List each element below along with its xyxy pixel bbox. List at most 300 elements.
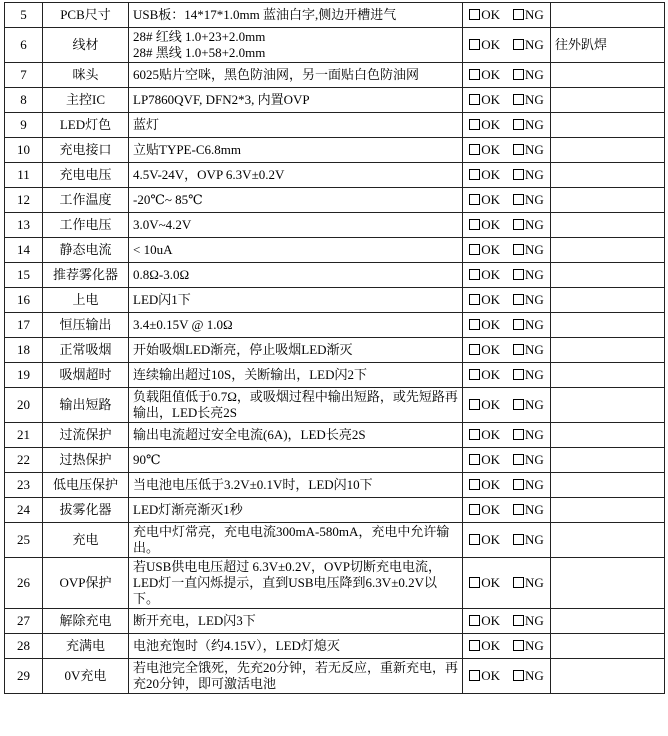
spec-line: 电池充饱时（约4.15V），LED灯熄灭 (133, 638, 340, 653)
ng-label: NG (525, 532, 544, 547)
spec-cell (129, 523, 463, 558)
ng-label: NG (525, 267, 544, 282)
check-cell (463, 523, 551, 558)
row-number: 22 (5, 448, 43, 473)
notes-cell (551, 498, 665, 523)
item-name: 恒压输出 (43, 313, 129, 338)
notes-cell (551, 313, 665, 338)
spec-cell (129, 388, 463, 423)
item-name: 静态电流 (43, 238, 129, 263)
ng-checkbox[interactable] (513, 638, 544, 654)
checkbox-square-icon (513, 534, 524, 545)
checkbox-square-icon (469, 344, 480, 355)
ng-label: NG (525, 397, 544, 412)
ok-checkbox[interactable] (469, 502, 500, 518)
ok-checkbox[interactable] (469, 532, 500, 548)
ok-checkbox[interactable] (469, 317, 500, 333)
checkbox-square-icon (513, 69, 524, 80)
ng-label: NG (525, 67, 544, 82)
item-name: 解除充电 (43, 609, 129, 634)
table-row (5, 659, 665, 694)
checkbox-square-icon (513, 9, 524, 20)
ng-checkbox[interactable] (513, 92, 544, 108)
ok-label: OK (481, 613, 500, 628)
checkbox-square-icon (469, 670, 480, 681)
table-row (5, 263, 665, 288)
ok-label: OK (481, 242, 500, 257)
checkbox-square-icon (469, 454, 480, 465)
notes-cell (551, 558, 665, 609)
item-name: 工作温度 (43, 188, 129, 213)
notes-cell (551, 448, 665, 473)
row-number: 28 (5, 634, 43, 659)
notes-cell (551, 609, 665, 634)
spec-cell (129, 163, 463, 188)
table-row (5, 448, 665, 473)
item-name: 充电接口 (43, 138, 129, 163)
row-number: 25 (5, 523, 43, 558)
item-name: 充满电 (43, 634, 129, 659)
row-number: 6 (5, 28, 43, 63)
row-number: 8 (5, 88, 43, 113)
checkbox-square-icon (469, 144, 480, 155)
check-cell (463, 88, 551, 113)
ok-checkbox[interactable] (469, 638, 500, 654)
check-cell (463, 609, 551, 634)
check-cell (463, 63, 551, 88)
notes-cell (551, 263, 665, 288)
notes-cell (551, 523, 665, 558)
checkbox-square-icon (513, 399, 524, 410)
ok-checkbox[interactable] (469, 167, 500, 183)
ok-checkbox[interactable] (469, 267, 500, 283)
ok-label: OK (481, 37, 500, 52)
ok-label: OK (481, 217, 500, 232)
ok-label: OK (481, 427, 500, 442)
spec-cell (129, 338, 463, 363)
row-number: 11 (5, 163, 43, 188)
table-row (5, 498, 665, 523)
ng-checkbox[interactable] (513, 242, 544, 258)
check-cell (463, 3, 551, 28)
ng-checkbox[interactable] (513, 668, 544, 684)
checkbox-square-icon (469, 294, 480, 305)
row-number: 15 (5, 263, 43, 288)
row-number: 19 (5, 363, 43, 388)
spec-line: 充电中灯常亮，充电电流300mA-580mA，充电中允许输出。 (133, 524, 450, 555)
spec-line: 若USB供电电压超过 6.3V±0.2V，OVP切断充电电流，LED灯一直闪烁提示，直到USB电压降到6.3V±0.2V以下。 (133, 559, 441, 606)
row-number: 26 (5, 558, 43, 609)
checkbox-square-icon (469, 119, 480, 130)
spec-cell (129, 558, 463, 609)
checkbox-square-icon (469, 479, 480, 490)
ok-label: OK (481, 317, 500, 332)
checkbox-square-icon (513, 144, 524, 155)
check-cell (463, 238, 551, 263)
spec-cell (129, 113, 463, 138)
check-cell (463, 363, 551, 388)
row-number: 23 (5, 473, 43, 498)
item-name: PCB尺寸 (43, 3, 129, 28)
ok-label: OK (481, 292, 500, 307)
spec-line: 3.0V~4.2V (133, 217, 192, 232)
checkbox-square-icon (513, 119, 524, 130)
spec-line: 连续输出超过10S，关断输出，LED闪2下 (133, 367, 368, 382)
ng-checkbox[interactable] (513, 397, 544, 413)
check-cell (463, 338, 551, 363)
row-number: 7 (5, 63, 43, 88)
spec-line: 0.8Ω-3.0Ω (133, 267, 190, 282)
item-name: 主控IC (43, 88, 129, 113)
notes-cell (551, 634, 665, 659)
ng-label: NG (525, 192, 544, 207)
item-name: 吸烟超时 (43, 363, 129, 388)
ng-label: NG (525, 217, 544, 232)
table-row (5, 88, 665, 113)
ok-label: OK (481, 117, 500, 132)
ok-label: OK (481, 267, 500, 282)
ng-label: NG (525, 167, 544, 182)
spec-cell (129, 3, 463, 28)
spec-line: 若电池完全饿死，先充20分钟，若无反应，重新充电，再充20分钟，即可激活电池 (133, 660, 459, 691)
table-row (5, 213, 665, 238)
spec-line: LP7860QVF, DFN2*3, 内置OVP (133, 92, 310, 107)
checkbox-square-icon (469, 269, 480, 280)
row-number: 14 (5, 238, 43, 263)
spec-line: 当电池电压低于3.2V±0.1V时，LED闪10下 (133, 477, 373, 492)
checkbox-square-icon (469, 69, 480, 80)
spec-line: 6025贴片空咪，黑色防油网，另一面贴白色防油网 (133, 67, 420, 82)
row-number: 29 (5, 659, 43, 694)
ok-checkbox[interactable] (469, 242, 500, 258)
ok-checkbox[interactable] (469, 117, 500, 133)
item-name: 过热保护 (43, 448, 129, 473)
spec-line: 输出电流超过安全电流(6A)，LED长亮2S (133, 427, 366, 442)
ng-label: NG (525, 477, 544, 492)
spec-line: 3.4±0.15V @ 1.0Ω (133, 317, 233, 332)
item-name: 0V充电 (43, 659, 129, 694)
ng-checkbox[interactable] (513, 67, 544, 83)
spec-cell (129, 213, 463, 238)
spec-line: 开始吸烟LED渐亮，停止吸烟LED渐灭 (133, 342, 353, 357)
table-row (5, 63, 665, 88)
checkbox-square-icon (469, 534, 480, 545)
ok-checkbox[interactable] (469, 92, 500, 108)
row-number: 5 (5, 3, 43, 28)
ng-label: NG (525, 37, 544, 52)
ng-label: NG (525, 242, 544, 257)
check-cell (463, 634, 551, 659)
checkbox-square-icon (469, 94, 480, 105)
ok-label: OK (481, 532, 500, 547)
notes-cell (551, 113, 665, 138)
notes-cell (551, 238, 665, 263)
row-number: 16 (5, 288, 43, 313)
spec-line: 90℃ (133, 452, 161, 467)
check-cell (463, 213, 551, 238)
ng-checkbox[interactable] (513, 502, 544, 518)
ok-label: OK (481, 142, 500, 157)
checkbox-square-icon (469, 429, 480, 440)
ng-label: NG (525, 292, 544, 307)
row-number: 27 (5, 609, 43, 634)
spec-line: -20℃~ 85℃ (133, 192, 203, 207)
row-number: 13 (5, 213, 43, 238)
notes-cell (551, 163, 665, 188)
item-name: 工作电压 (43, 213, 129, 238)
table-row (5, 288, 665, 313)
notes-cell (551, 63, 665, 88)
ok-checkbox[interactable] (469, 142, 500, 158)
ng-checkbox[interactable] (513, 427, 544, 443)
ng-checkbox[interactable] (513, 217, 544, 233)
ok-label: OK (481, 638, 500, 653)
ng-checkbox[interactable] (513, 477, 544, 493)
checkbox-square-icon (513, 369, 524, 380)
check-cell (463, 659, 551, 694)
ok-label: OK (481, 67, 500, 82)
notes-cell (551, 138, 665, 163)
checkbox-square-icon (513, 169, 524, 180)
spec-line: USB板：14*17*1.0mm 蓝油白字,侧边开槽进气 (133, 7, 397, 22)
table-row (5, 3, 665, 28)
checkbox-square-icon (469, 615, 480, 626)
ok-checkbox[interactable] (469, 452, 500, 468)
spec-line: 4.5V-24V，OVP 6.3V±0.2V (133, 167, 285, 182)
ng-checkbox[interactable] (513, 292, 544, 308)
item-name: OVP保护 (43, 558, 129, 609)
checkbox-square-icon (513, 615, 524, 626)
row-number: 18 (5, 338, 43, 363)
notes-cell (551, 288, 665, 313)
ok-label: OK (481, 342, 500, 357)
ng-label: NG (525, 92, 544, 107)
row-number: 12 (5, 188, 43, 213)
spec-line: LED灯渐亮渐灭1秒 (133, 502, 243, 517)
table-row (5, 473, 665, 498)
ng-label: NG (525, 452, 544, 467)
ok-checkbox[interactable] (469, 613, 500, 629)
ng-checkbox[interactable] (513, 532, 544, 548)
ok-checkbox[interactable] (469, 292, 500, 308)
ok-checkbox[interactable] (469, 192, 500, 208)
notes-cell (551, 659, 665, 694)
check-cell (463, 288, 551, 313)
check-cell (463, 263, 551, 288)
spec-line: 负载阻值低于0.7Ω，或吸烟过程中输出短路，或先短路再输出，LED长亮2S (133, 389, 458, 420)
checkbox-square-icon (469, 9, 480, 20)
checkbox-square-icon (469, 244, 480, 255)
ok-checkbox[interactable] (469, 477, 500, 493)
ok-checkbox[interactable] (469, 575, 500, 591)
checkbox-square-icon (513, 504, 524, 515)
ok-checkbox[interactable] (469, 367, 500, 383)
item-name: 线材 (43, 28, 129, 63)
row-number: 9 (5, 113, 43, 138)
spec-cell (129, 423, 463, 448)
checkbox-square-icon (513, 344, 524, 355)
notes-cell (551, 188, 665, 213)
table-row (5, 188, 665, 213)
ok-checkbox[interactable] (469, 67, 500, 83)
table-row (5, 113, 665, 138)
row-number: 17 (5, 313, 43, 338)
spec-line: 立贴TYPE-C6.8mm (133, 142, 241, 157)
notes-cell (551, 423, 665, 448)
check-cell (463, 163, 551, 188)
ng-label: NG (525, 502, 544, 517)
row-number: 10 (5, 138, 43, 163)
ng-checkbox[interactable] (513, 267, 544, 283)
checkbox-square-icon (469, 169, 480, 180)
checkbox-square-icon (469, 194, 480, 205)
checkbox-square-icon (469, 319, 480, 330)
table-row (5, 313, 665, 338)
checkbox-square-icon (469, 577, 480, 588)
ng-checkbox[interactable] (513, 317, 544, 333)
ok-label: OK (481, 192, 500, 207)
check-cell (463, 473, 551, 498)
ok-label: OK (481, 668, 500, 683)
ok-checkbox[interactable] (469, 668, 500, 684)
ng-checkbox[interactable] (513, 117, 544, 133)
ng-label: NG (525, 613, 544, 628)
checkbox-square-icon (513, 429, 524, 440)
spec-line: LED闪1下 (133, 292, 191, 307)
ok-label: OK (481, 92, 500, 107)
spec-table-body (5, 3, 665, 694)
ng-checkbox[interactable] (513, 575, 544, 591)
table-row (5, 609, 665, 634)
table-row (5, 163, 665, 188)
spec-cell (129, 659, 463, 694)
item-name: 过流保护 (43, 423, 129, 448)
spec-cell (129, 263, 463, 288)
ok-label: OK (481, 452, 500, 467)
notes-cell (551, 473, 665, 498)
ok-checkbox[interactable] (469, 397, 500, 413)
item-name: 低电压保护 (43, 473, 129, 498)
spec-cell (129, 188, 463, 213)
checkbox-square-icon (513, 479, 524, 490)
checkbox-square-icon (513, 670, 524, 681)
checkbox-square-icon (513, 269, 524, 280)
row-number: 24 (5, 498, 43, 523)
check-cell (463, 558, 551, 609)
ok-label: OK (481, 575, 500, 590)
item-name: 咪头 (43, 63, 129, 88)
spec-cell (129, 634, 463, 659)
ng-label: NG (525, 668, 544, 683)
table-row (5, 238, 665, 263)
item-name: 充电电压 (43, 163, 129, 188)
row-number: 20 (5, 388, 43, 423)
ng-checkbox[interactable] (513, 342, 544, 358)
table-row (5, 363, 665, 388)
spec-cell (129, 498, 463, 523)
ng-label: NG (525, 342, 544, 357)
ng-label: NG (525, 117, 544, 132)
check-cell (463, 423, 551, 448)
item-name: 正常吸烟 (43, 338, 129, 363)
ng-checkbox[interactable] (513, 192, 544, 208)
ok-checkbox[interactable] (469, 427, 500, 443)
spec-line: 28# 黑线 1.0+58+2.0mm (133, 45, 266, 60)
ng-label: NG (525, 317, 544, 332)
table-row (5, 634, 665, 659)
table-row (5, 28, 665, 63)
ng-label: NG (525, 367, 544, 382)
ng-label: NG (525, 575, 544, 590)
checkbox-square-icon (513, 577, 524, 588)
spec-cell (129, 63, 463, 88)
ng-checkbox[interactable] (513, 452, 544, 468)
checkbox-square-icon (513, 94, 524, 105)
ok-checkbox[interactable] (469, 37, 500, 53)
item-name: LED灯色 (43, 113, 129, 138)
checkbox-square-icon (513, 454, 524, 465)
checkbox-square-icon (469, 504, 480, 515)
spec-line: 28# 红线 1.0+23+2.0mm (133, 29, 266, 44)
notes-cell (551, 338, 665, 363)
ng-checkbox[interactable] (513, 613, 544, 629)
ng-label: NG (525, 7, 544, 22)
ng-checkbox[interactable] (513, 142, 544, 158)
spec-cell (129, 313, 463, 338)
row-number: 21 (5, 423, 43, 448)
ok-checkbox[interactable] (469, 342, 500, 358)
ok-label: OK (481, 167, 500, 182)
spec-line: < 10uA (133, 242, 173, 257)
ng-checkbox[interactable] (513, 7, 544, 23)
table-row (5, 523, 665, 558)
ok-checkbox[interactable] (469, 217, 500, 233)
checkbox-square-icon (513, 640, 524, 651)
ok-checkbox[interactable] (469, 7, 500, 23)
ng-checkbox[interactable] (513, 167, 544, 183)
spec-cell (129, 448, 463, 473)
ng-checkbox[interactable] (513, 37, 544, 53)
check-cell (463, 448, 551, 473)
spec-cell (129, 138, 463, 163)
spec-line: 断开充电，LED闪3下 (133, 613, 256, 628)
table-row (5, 423, 665, 448)
checkbox-square-icon (513, 194, 524, 205)
spec-cell (129, 609, 463, 634)
item-name: 充电 (43, 523, 129, 558)
check-cell (463, 188, 551, 213)
notes-cell (551, 213, 665, 238)
ng-checkbox[interactable] (513, 367, 544, 383)
spec-cell (129, 473, 463, 498)
table-row (5, 388, 665, 423)
checkbox-square-icon (513, 39, 524, 50)
item-name: 推荐雾化器 (43, 263, 129, 288)
check-cell (463, 388, 551, 423)
spec-line: 蓝灯 (133, 117, 160, 132)
checkbox-square-icon (513, 244, 524, 255)
ok-label: OK (481, 367, 500, 382)
checkbox-square-icon (469, 399, 480, 410)
ok-label: OK (481, 477, 500, 492)
checkbox-square-icon (513, 219, 524, 230)
checkbox-square-icon (469, 39, 480, 50)
table-row (5, 138, 665, 163)
table-row (5, 338, 665, 363)
ok-label: OK (481, 7, 500, 22)
checkbox-square-icon (513, 319, 524, 330)
table-row (5, 558, 665, 609)
